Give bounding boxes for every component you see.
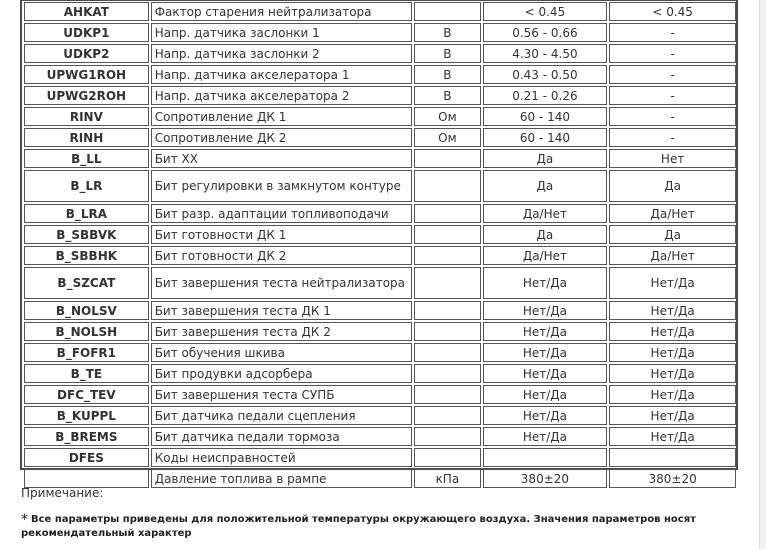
param-unit <box>414 301 480 320</box>
param-unit: В <box>414 65 480 84</box>
param-value-1: Да <box>483 225 608 244</box>
param-description: Бит завершения теста ДК 2 <box>151 322 412 341</box>
param-description: Бит разр. адаптации топливоподачи <box>151 204 412 223</box>
param-value-1: Нет/Да <box>483 427 608 446</box>
param-unit: кПа <box>414 469 480 488</box>
param-code: AHKAT <box>24 2 149 21</box>
param-unit: В <box>414 44 480 63</box>
param-value-2: Нет/Да <box>609 385 736 404</box>
table-row <box>24 406 736 425</box>
table-row <box>24 128 736 147</box>
table-row <box>24 2 736 21</box>
param-description: Бит датчика педали тормоза <box>151 427 412 446</box>
param-unit <box>414 448 480 467</box>
param-value-1: Нет/Да <box>483 343 608 362</box>
param-value-1: 60 - 140 <box>483 128 608 147</box>
table-row <box>24 170 736 202</box>
param-description: Бит завершения теста нейтрализатора <box>151 267 412 299</box>
param-code: DFES <box>24 448 149 467</box>
param-description: Напр. датчика акселератора 1 <box>151 65 412 84</box>
param-code: UPWG2ROH <box>24 86 149 105</box>
param-description: Напр. датчика заслонки 1 <box>151 23 412 42</box>
footnote-text: Все параметры приведены для положительной температуры окружающего воздуха. Значения параметров носят рекомендательный характер <box>21 514 696 539</box>
table-row <box>24 343 736 362</box>
param-unit: В <box>414 23 480 42</box>
table-row <box>24 246 736 265</box>
param-value-1: 4.30 - 4.50 <box>483 44 608 63</box>
table-row <box>24 44 736 63</box>
table-row <box>24 427 736 446</box>
param-value-2: Нет/Да <box>609 406 736 425</box>
param-value-1 <box>483 448 608 467</box>
param-code: DFC_TEV <box>24 385 149 404</box>
param-unit <box>414 385 480 404</box>
param-unit <box>414 2 480 21</box>
param-description: Бит завершения теста ДК 1 <box>151 301 412 320</box>
param-value-2: Нет/Да <box>609 427 736 446</box>
table-row <box>24 385 736 404</box>
param-unit: Ом <box>414 128 480 147</box>
param-unit <box>414 427 480 446</box>
param-description: Напр. датчика заслонки 2 <box>151 44 412 63</box>
table-row <box>24 149 736 168</box>
param-unit <box>414 204 480 223</box>
parameters-table-body <box>24 2 736 488</box>
param-value-1: 380±20 <box>483 469 608 488</box>
table-row <box>24 65 736 84</box>
param-value-2: Нет <box>609 149 736 168</box>
param-description: Бит готовности ДК 2 <box>151 246 412 265</box>
param-value-1: Нет/Да <box>483 385 608 404</box>
param-value-2: Нет/Да <box>609 301 736 320</box>
param-value-1: Нет/Да <box>483 267 608 299</box>
param-code: B_LRA <box>24 204 149 223</box>
note-label: Примечание: <box>21 486 104 500</box>
footnote-star: * <box>21 512 28 528</box>
param-description: Бит ХХ <box>151 149 412 168</box>
param-value-2: Нет/Да <box>609 267 736 299</box>
param-code: B_KUPPL <box>24 406 149 425</box>
param-unit <box>414 364 480 383</box>
parameters-table <box>22 0 738 490</box>
param-value-2: < 0.45 <box>609 2 736 21</box>
table-row <box>24 322 736 341</box>
param-unit <box>414 322 480 341</box>
param-code: RINH <box>24 128 149 147</box>
param-value-2: - <box>609 23 736 42</box>
param-value-1: 0.43 - 0.50 <box>483 65 608 84</box>
scrollbar-edge[interactable] <box>759 0 766 549</box>
param-value-1: Да <box>483 170 608 202</box>
table-row <box>24 86 736 105</box>
param-description: Бит продувки адсорбера <box>151 364 412 383</box>
param-code: UDKP1 <box>24 23 149 42</box>
param-code: UDKP2 <box>24 44 149 63</box>
param-unit <box>414 406 480 425</box>
table-row <box>24 107 736 126</box>
table-row <box>24 204 736 223</box>
param-value-2: Нет/Да <box>609 322 736 341</box>
param-unit <box>414 225 480 244</box>
param-code: UPWG1ROH <box>24 65 149 84</box>
param-value-1: Нет/Да <box>483 364 608 383</box>
param-description: Давление топлива в рампе <box>151 469 412 488</box>
param-value-1: < 0.45 <box>483 2 608 21</box>
param-description: Сопротивление ДК 1 <box>151 107 412 126</box>
footnote <box>21 513 721 540</box>
param-value-2: - <box>609 128 736 147</box>
param-description: Бит датчика педали сцепления <box>151 406 412 425</box>
param-code: B_NOLSV <box>24 301 149 320</box>
table-row <box>24 364 736 383</box>
param-value-2: - <box>609 86 736 105</box>
param-code: B_NOLSH <box>24 322 149 341</box>
param-value-1: Да/Нет <box>483 204 608 223</box>
param-code: B_LL <box>24 149 149 168</box>
param-description: Бит завершения теста СУПБ <box>151 385 412 404</box>
param-value-1: Да <box>483 149 608 168</box>
param-value-2: Да <box>609 225 736 244</box>
param-code: B_FOFR1 <box>24 343 149 362</box>
param-value-1: Нет/Да <box>483 406 608 425</box>
param-code: B_SZCAT <box>24 267 149 299</box>
table-row <box>24 23 736 42</box>
param-value-2: 380±20 <box>609 469 736 488</box>
param-unit <box>414 246 480 265</box>
param-unit: Ом <box>414 107 480 126</box>
param-description: Фактор старения нейтрализатора <box>151 2 412 21</box>
param-code: B_BREMS <box>24 427 149 446</box>
param-unit <box>414 267 480 299</box>
param-description: Сопротивление ДК 2 <box>151 128 412 147</box>
param-value-2 <box>609 448 736 467</box>
param-value-2: Да/Нет <box>609 246 736 265</box>
param-value-2: Да/Нет <box>609 204 736 223</box>
param-unit <box>414 170 480 202</box>
param-value-1: Да/Нет <box>483 246 608 265</box>
param-description: Напр. датчика акселератора 2 <box>151 86 412 105</box>
param-code: B_SBBVK <box>24 225 149 244</box>
param-value-2: - <box>609 107 736 126</box>
param-code: B_LR <box>24 170 149 202</box>
param-description: Бит регулировки в замкнутом контуре <box>151 170 412 202</box>
table-row <box>24 225 736 244</box>
param-unit: В <box>414 86 480 105</box>
table-row <box>24 469 736 488</box>
param-value-2: - <box>609 65 736 84</box>
param-value-2: - <box>609 44 736 63</box>
table-row <box>24 267 736 299</box>
param-code: B_TE <box>24 364 149 383</box>
param-description: Бит обучения шкива <box>151 343 412 362</box>
param-value-1: 0.56 - 0.66 <box>483 23 608 42</box>
param-value-2: Нет/Да <box>609 364 736 383</box>
param-value-2: Нет/Да <box>609 343 736 362</box>
param-value-1: Нет/Да <box>483 301 608 320</box>
table-row <box>24 448 736 467</box>
param-code: B_SBBHK <box>24 246 149 265</box>
param-value-1: Нет/Да <box>483 322 608 341</box>
param-description: Бит готовности ДК 1 <box>151 225 412 244</box>
param-code: RINV <box>24 107 149 126</box>
param-unit <box>414 343 480 362</box>
param-unit <box>414 149 480 168</box>
param-value-1: 60 - 140 <box>483 107 608 126</box>
table-row <box>24 301 736 320</box>
param-description: Коды неисправностей <box>151 448 412 467</box>
param-value-1: 0.21 - 0.26 <box>483 86 608 105</box>
param-value-2: Да <box>609 170 736 202</box>
